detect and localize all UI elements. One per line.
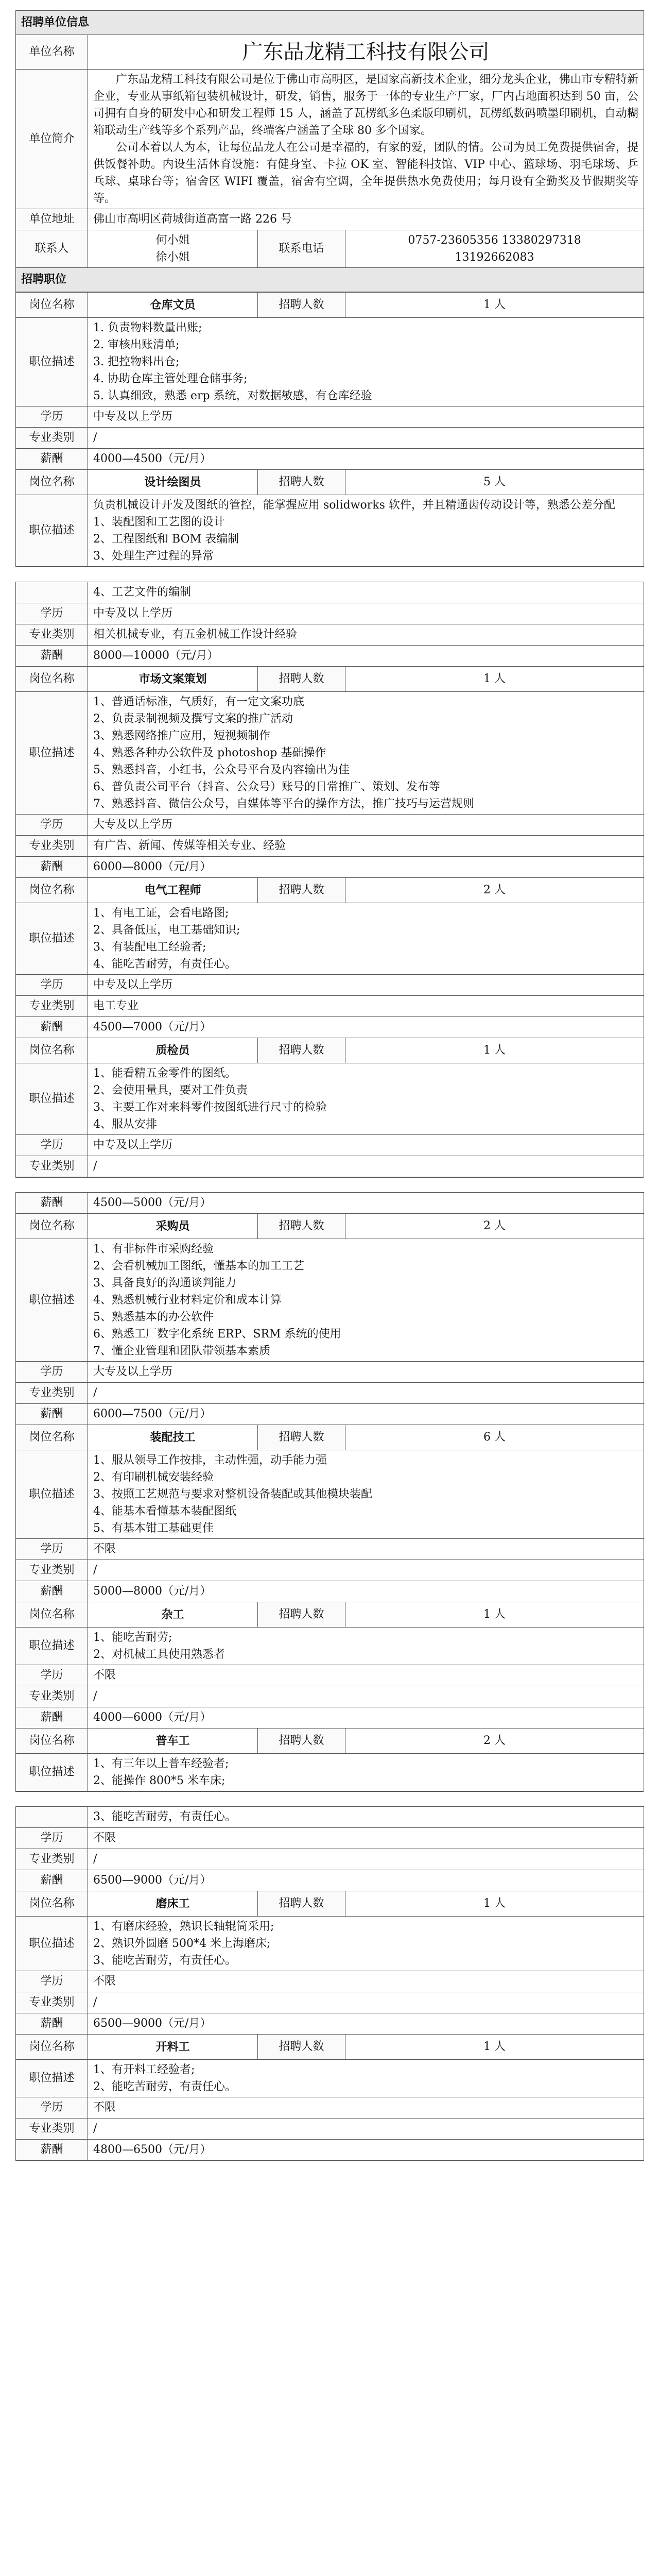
unit-address: 佛山市高明区荷城街道高富一路 226 号	[88, 209, 644, 230]
job-header-row	[16, 667, 644, 692]
major-label: 专业类别	[16, 2119, 88, 2140]
job-education: 中专及以上学历	[88, 975, 644, 996]
education-label: 学历	[16, 1665, 88, 1686]
headcount-label: 招聘人数	[258, 2035, 345, 2060]
page-4	[15, 1806, 644, 2161]
salary-label: 薪酬	[16, 646, 88, 667]
job-title: 杂工	[88, 1602, 258, 1628]
description-label: 职位描述	[16, 903, 88, 975]
job-header-row	[16, 1891, 644, 1917]
phone-label: 联系电话	[258, 230, 345, 268]
job-major: /	[88, 1849, 644, 1870]
job-headcount: 1 人	[345, 1038, 644, 1063]
job-major: 有广告、新闻、传媒等相关专业、经验	[88, 836, 644, 857]
recruitment-document	[15, 10, 644, 2176]
headcount-label: 招聘人数	[258, 1728, 345, 1754]
headcount-label: 招聘人数	[258, 1602, 345, 1628]
job-salary: 4000—4500（元/月）	[88, 449, 644, 470]
education-label: 学历	[16, 2097, 88, 2119]
jobs-table-page-4	[15, 1806, 644, 2161]
job-title: 仓库文员	[88, 293, 258, 318]
position-label: 岗位名称	[16, 293, 88, 318]
job-header-row	[16, 1214, 644, 1239]
job-education: 不限	[88, 1828, 644, 1849]
jobs-table-page-1	[15, 292, 644, 567]
page-1	[15, 10, 644, 567]
major-label: 专业类别	[16, 428, 88, 449]
job-description: 1、有电工证，会看电路图; 2、具备低压，电工基础知识; 3、有装配电工经验者; 4、能吃苦耐劳，有责任心。	[88, 903, 644, 975]
job-education: 中专及以上学历	[88, 603, 644, 624]
job-major: /	[88, 1560, 644, 1581]
job-education: 中专及以上学历	[88, 1135, 644, 1156]
jobs-table-page-3	[15, 1192, 644, 1791]
job-salary: 4500—5000（元/月）	[88, 1193, 644, 1214]
job-education: 中专及以上学历	[88, 406, 644, 428]
job-header-row	[16, 878, 644, 903]
company-name: 广东品龙精工科技有限公司	[88, 35, 644, 70]
description-label: 职位描述	[16, 1450, 88, 1539]
job-major: /	[88, 1992, 644, 2013]
job-major: 相关机械专业，有五金机械工作设计经验	[88, 624, 644, 646]
job-header-row	[16, 470, 644, 495]
salary-label: 薪酬	[16, 2013, 88, 2035]
description-label: 职位描述	[16, 692, 88, 815]
major-label: 专业类别	[16, 1560, 88, 1581]
education-label: 学历	[16, 1362, 88, 1383]
job-education: 不限	[88, 1539, 644, 1560]
job-headcount: 1 人	[345, 293, 644, 318]
job-title: 质检员	[88, 1038, 258, 1063]
job-salary: 4500—7000（元/月）	[88, 1017, 644, 1038]
education-label: 学历	[16, 1539, 88, 1560]
job-description-continued: 4、工艺文件的编制	[88, 582, 644, 603]
major-label: 专业类别	[16, 1849, 88, 1870]
job-major: /	[88, 1156, 644, 1177]
job-header-row	[16, 1728, 644, 1754]
job-education: 不限	[88, 1971, 644, 1992]
job-title: 设计绘图员	[88, 470, 258, 495]
description-label: 职位描述	[16, 1754, 88, 1791]
salary-label: 薪酬	[16, 1870, 88, 1891]
job-headcount: 2 人	[345, 878, 644, 903]
description-continued-cell	[16, 582, 88, 603]
unit-intro-label: 单位简介	[16, 70, 88, 209]
unit-section-title: 招聘单位信息	[16, 11, 644, 35]
job-title: 开料工	[88, 2035, 258, 2060]
position-label: 岗位名称	[16, 878, 88, 903]
education-label: 学历	[16, 1135, 88, 1156]
intro-paragraph-1: 广东品龙精工科技有限公司是位于佛山市高明区，是国家高新技术企业，细分龙头企业，佛山市专精特新企业，专业从事纸箱包装机械设计，研发，销售，服务于一体的专业生产厂家，厂内占地面积达到 50 亩，公司拥有自身的研发中心和研发工程师 15 人，涵盖了瓦楞纸多色柔版印刷机，瓦楞纸数码喷墨印刷机，自动糊箱联动生产线等多个系列产品，终端客户涵盖了全球 80 多个国家。	[93, 73, 639, 137]
job-salary: 6500—9000（元/月）	[88, 1870, 644, 1891]
headcount-label: 招聘人数	[258, 667, 345, 692]
headcount-label: 招聘人数	[258, 1425, 345, 1450]
position-label: 岗位名称	[16, 1038, 88, 1063]
description-label: 职位描述	[16, 495, 88, 567]
job-major: /	[88, 2119, 644, 2140]
job-headcount: 1 人	[345, 2035, 644, 2060]
job-description: 1、能看精五金零件的图纸。 2、会使用量具，要对工件负责 3、主要工作对来料零件按图纸进行尺寸的检验 4、服从安排	[88, 1063, 644, 1135]
job-description: 1、服从领导工作按排，主动性强，动手能力强 2、有印刷机械安装经验 3、按照工艺规范与要求对整机设备装配或其他模块装配 4、能基本看懂基本装配图纸 5、有基本钳工基础更佳	[88, 1450, 644, 1539]
job-headcount: 1 人	[345, 667, 644, 692]
description-label: 职位描述	[16, 1239, 88, 1362]
job-header-row	[16, 1425, 644, 1450]
job-title: 采购员	[88, 1214, 258, 1239]
job-salary: 6000—8000（元/月）	[88, 857, 644, 878]
description-label: 职位描述	[16, 1063, 88, 1135]
major-label: 专业类别	[16, 836, 88, 857]
job-description: 1. 负责物料数量出账; 2. 审核出账清单; 3. 把控物料出仓; 4. 协助仓库主管处理仓储事务; 5. 认真细致，熟悉 erp 系统，对数据敏感，有仓库经验	[88, 318, 644, 406]
education-label: 学历	[16, 603, 88, 624]
position-label: 岗位名称	[16, 1214, 88, 1239]
job-header-row	[16, 293, 644, 318]
headcount-label: 招聘人数	[258, 1038, 345, 1063]
education-label: 学历	[16, 1971, 88, 1992]
job-description: 负责机械设计开发及图纸的管控，能掌握应用 solidworks 软件，并且精通齿传动设计等，熟悉公差分配 1、装配图和工艺图的设计 2、工程图纸和 BOM 表编制 3、处理生产过程的异常	[88, 495, 644, 567]
education-label: 学历	[16, 815, 88, 836]
job-headcount: 2 人	[345, 1214, 644, 1239]
job-description: 1、有三年以上普车经验者; 2、能操作 800*5 米车床;	[88, 1754, 644, 1791]
job-title: 装配技工	[88, 1425, 258, 1450]
job-salary: 4000—6000（元/月）	[88, 1707, 644, 1728]
salary-label: 薪酬	[16, 1193, 88, 1214]
job-description-continued: 3、能吃苦耐劳，有责任心。	[88, 1807, 644, 1828]
job-title: 磨床工	[88, 1891, 258, 1917]
job-headcount: 6 人	[345, 1425, 644, 1450]
job-description: 1、能吃苦耐劳; 2、对机械工具使用熟悉者	[88, 1628, 644, 1665]
headcount-label: 招聘人数	[258, 878, 345, 903]
job-education: 不限	[88, 1665, 644, 1686]
job-major: /	[88, 1383, 644, 1404]
education-label: 学历	[16, 406, 88, 428]
job-major: /	[88, 1686, 644, 1707]
unit-name-label: 单位名称	[16, 35, 88, 70]
education-label: 学历	[16, 1828, 88, 1849]
position-label: 岗位名称	[16, 1728, 88, 1754]
position-label: 岗位名称	[16, 1425, 88, 1450]
description-label: 职位描述	[16, 318, 88, 406]
job-header-row	[16, 1602, 644, 1628]
job-headcount: 1 人	[345, 1602, 644, 1628]
salary-label: 薪酬	[16, 1017, 88, 1038]
job-title: 市场文案策划	[88, 667, 258, 692]
job-education: 大专及以上学历	[88, 1362, 644, 1383]
job-salary: 5000—8000（元/月）	[88, 1581, 644, 1602]
job-education: 不限	[88, 2097, 644, 2119]
position-label: 岗位名称	[16, 1602, 88, 1628]
major-label: 专业类别	[16, 996, 88, 1017]
description-label: 职位描述	[16, 1917, 88, 1971]
unit-address-label: 单位地址	[16, 209, 88, 230]
headcount-label: 招聘人数	[258, 1891, 345, 1917]
position-label: 岗位名称	[16, 667, 88, 692]
salary-label: 薪酬	[16, 2140, 88, 2161]
job-header-row	[16, 1038, 644, 1063]
major-label: 专业类别	[16, 624, 88, 646]
job-description: 1、有非标件市采购经验 2、会看机械加工图纸，懂基本的加工工艺 3、具备良好的沟通谈判能力 4、熟悉机械行业材料定价和成本计算 5、熟悉基本的办公软件 6、熟悉工厂数字化系统 ERP、SRM 系统的使用 7、懂企业管理和团队带领基本素质	[88, 1239, 644, 1362]
job-salary: 6000—7500（元/月）	[88, 1404, 644, 1425]
description-label: 职位描述	[16, 1628, 88, 1665]
job-salary: 6500—9000（元/月）	[88, 2013, 644, 2035]
job-major: 电工专业	[88, 996, 644, 1017]
intro-paragraph-2: 公司本着以人为本，让每位品龙人在公司是幸福的，有家的爱，团队的情。公司为员工免费提供宿舍，提供饭餐补助。内设生活休育设施：有健身室、卡拉 OK 室、智能科技馆、VIP 中心、篮球场、羽毛球场、乒乓球、桌球台等；宿舍区 WIFI 覆盖，宿舍有空调，全年提供热水免费使用；每月设有全勤奖及节假期奖等等。	[93, 141, 639, 205]
salary-label: 薪酬	[16, 449, 88, 470]
major-label: 专业类别	[16, 1992, 88, 2013]
job-salary: 4800—6500（元/月）	[88, 2140, 644, 2161]
job-description: 1、有开料工经验者; 2、能吃苦耐劳，有责任心。	[88, 2060, 644, 2097]
description-label: 职位描述	[16, 2060, 88, 2097]
contact-phones: 0757-23605356 13380297318 13192662083	[345, 230, 644, 268]
job-salary: 8000—10000（元/月）	[88, 646, 644, 667]
job-headcount: 1 人	[345, 1891, 644, 1917]
salary-label: 薪酬	[16, 1581, 88, 1602]
job-headcount: 5 人	[345, 470, 644, 495]
contact-names: 何小姐 徐小姐	[88, 230, 258, 268]
job-header-row	[16, 2035, 644, 2060]
job-title: 普车工	[88, 1728, 258, 1754]
job-education: 大专及以上学历	[88, 815, 644, 836]
major-label: 专业类别	[16, 1156, 88, 1177]
job-title: 电气工程师	[88, 878, 258, 903]
unit-info-table	[15, 10, 644, 292]
job-major: /	[88, 428, 644, 449]
education-label: 学历	[16, 975, 88, 996]
unit-intro	[88, 70, 644, 209]
position-label: 岗位名称	[16, 470, 88, 495]
headcount-label: 招聘人数	[258, 293, 345, 318]
headcount-label: 招聘人数	[258, 1214, 345, 1239]
salary-label: 薪酬	[16, 857, 88, 878]
headcount-label: 招聘人数	[258, 470, 345, 495]
jobs-section-title: 招聘职位	[16, 268, 644, 292]
jobs-table-page-2	[15, 582, 644, 1177]
page-2	[15, 582, 644, 1178]
position-label: 岗位名称	[16, 2035, 88, 2060]
major-label: 专业类别	[16, 1686, 88, 1707]
salary-label: 薪酬	[16, 1707, 88, 1728]
job-description: 1、有磨床经验，熟识长轴辊筒采用; 2、熟识外圆磨 500*4 米上海磨床; 3、能吃苦耐劳，有责任心。	[88, 1917, 644, 1971]
major-label: 专业类别	[16, 1383, 88, 1404]
position-label: 岗位名称	[16, 1891, 88, 1917]
job-description: 1、普通话标准，气质好，有一定文案功底 2、负责录制视频及撰写文案的推广活动 3、熟悉网络推广应用，短视频制作 4、熟悉各种办公软件及 photoshop 基础操作 5、熟悉抖音，小红书，公众号平台及内容输出为佳 6、普负责公司平台（抖音、公众号）账号的日常推广、策划、发布等 7、熟悉抖音、微信公众号，自媒体等平台的操作方法，推广技巧与运营规则	[88, 692, 644, 815]
contact-label: 联系人	[16, 230, 88, 268]
description-continued-cell	[16, 1807, 88, 1828]
page-3	[15, 1192, 644, 1792]
salary-label: 薪酬	[16, 1404, 88, 1425]
job-headcount: 2 人	[345, 1728, 644, 1754]
